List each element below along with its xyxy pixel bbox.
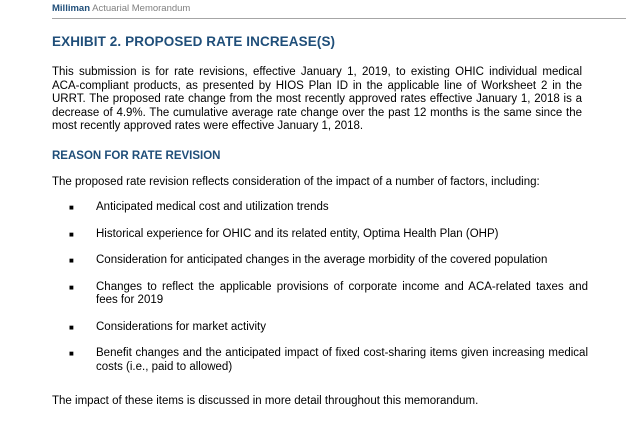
reason-heading: REASON FOR RATE REVISION [52,150,221,162]
bullet-square-icon: ■ [69,322,74,332]
bullet-square-icon: ■ [69,229,74,239]
list-item-text: Anticipated medical cost and utilization trends [96,201,329,213]
intro-paragraph: This submission is for rate revisions, effective January 1, 2019, to existing OHIC individual medical ACA-compliant products, as presented by HIOS Plan ID in the applicable line of Worksheet 2 in the URRT. The proposed rate change from the most recently approved rates effective January 1, 2018 is a decrease of 4.9%. The cumulative average rate change over the past 12 months is the same since the most recently approved rates were effective January 1, 2018. [52,66,582,132]
list-item-text: Changes to reflect the applicable provisions of corporate income and ACA-related taxes and fees for 2019 [96,280,588,306]
bullet-square-icon: ■ [69,349,74,358]
list-item [52,347,592,374]
list-item-text: Considerations for market activity [96,320,267,333]
exhibit-title: EXHIBIT 2. PROPOSED RATE INCREASE(S) [52,34,336,49]
header-subtitle: Actuarial Memorandum [92,3,191,14]
bullet-square-icon: ■ [69,256,74,265]
bullet-square-icon: ■ [69,203,74,212]
list-item-text: Historical experience for OHIC and its related entity, Optima Health Plan (OHP) [96,227,499,240]
factor-list [52,201,592,387]
page-header [52,3,190,14]
list-item [52,201,592,215]
list-item [52,254,592,268]
list-item [52,321,592,335]
bullet-square-icon: ■ [69,282,74,292]
list-item [52,228,592,242]
closing-paragraph: The impact of these items is discussed in more detail throughout this memorandum. [52,395,479,407]
list-item-text: Consideration for anticipated changes in the average morbidity of the covered population [96,254,548,266]
header-brand: Milliman [52,3,91,14]
list-item-text: Benefit changes and the anticipated impact of fixed cost-sharing items given increasing medical costs (i.e., paid to allowed) [96,347,588,373]
list-item [52,281,592,308]
header-divider [52,18,626,19]
reason-lead-paragraph: The proposed rate revision reflects consideration of the impact of a number of factors, including: [52,176,540,188]
